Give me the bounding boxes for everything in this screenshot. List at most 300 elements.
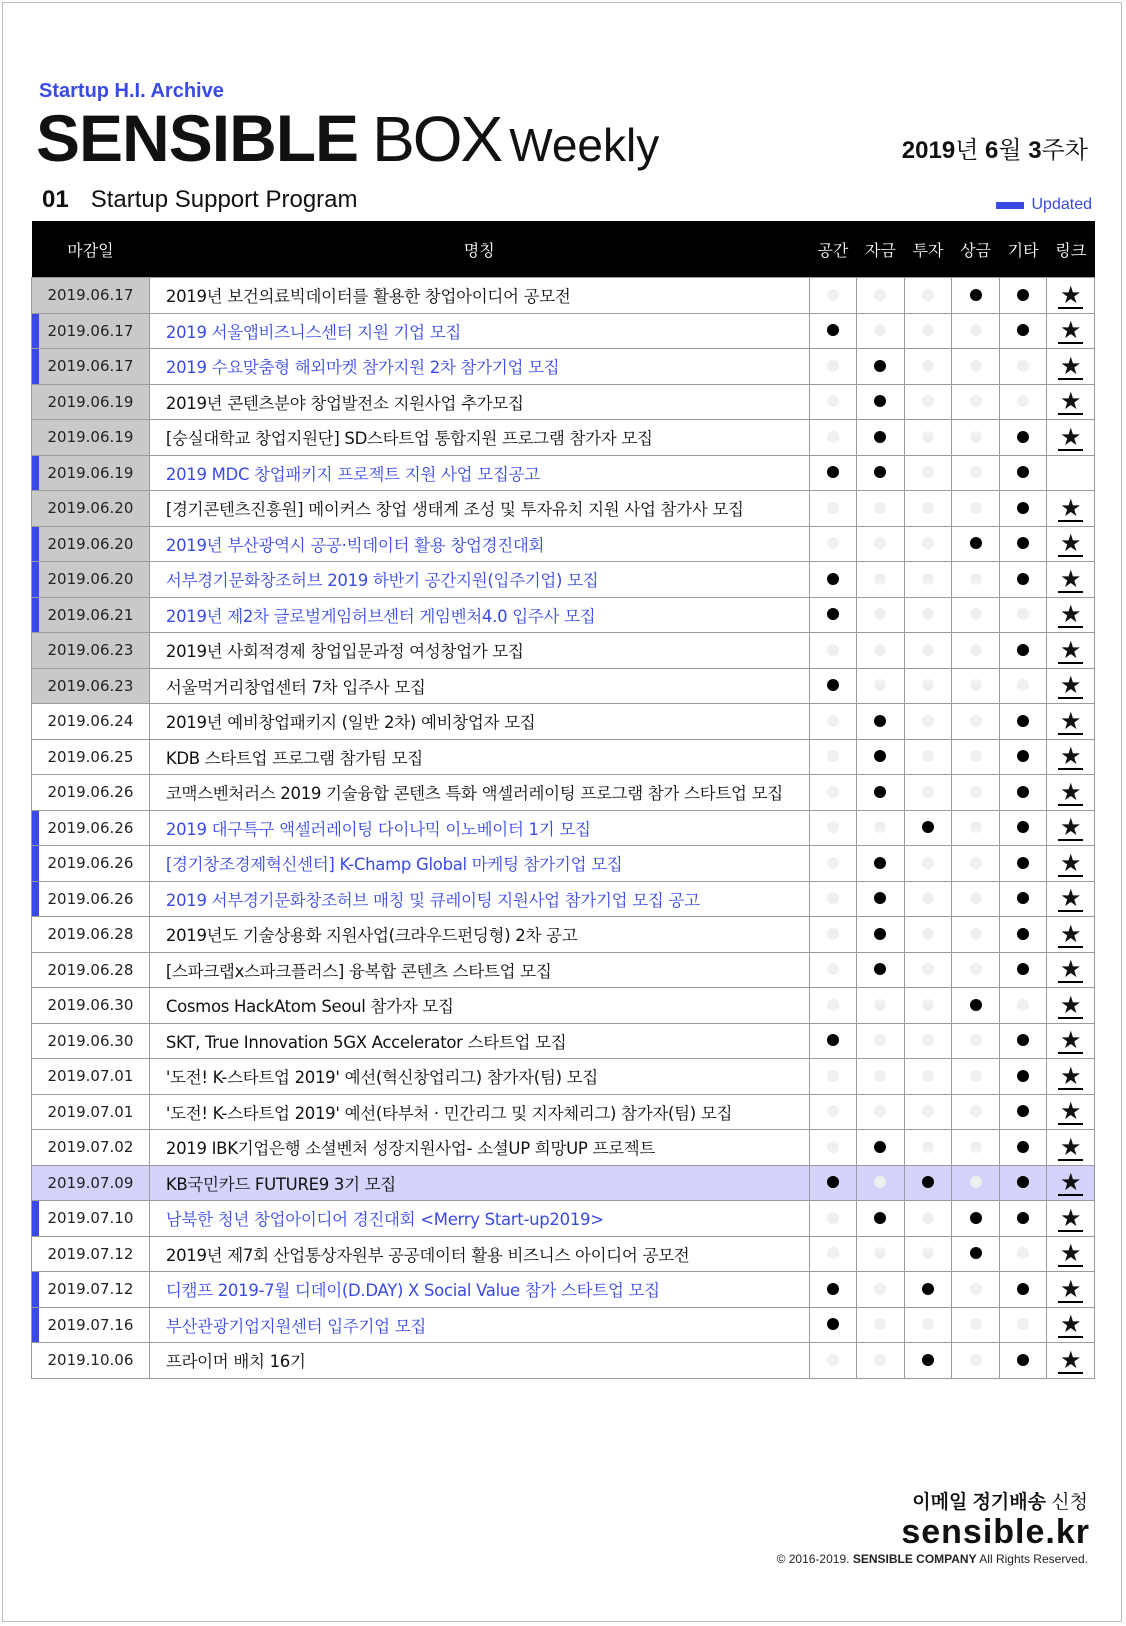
filled-dot-icon: [1017, 857, 1029, 869]
filled-dot-icon: [1017, 431, 1029, 443]
flag-investment-cell: [904, 278, 952, 314]
flag-space-cell: [809, 384, 857, 420]
flag-space-cell: [809, 846, 857, 882]
issue-month-suffix: 월: [998, 137, 1022, 164]
link-cell: [1047, 455, 1095, 491]
empty-dot-icon: [922, 1105, 934, 1117]
flag-space-cell: [809, 668, 857, 704]
flag-funding-cell: [857, 952, 905, 988]
col-funding: 자금: [857, 221, 905, 278]
table-row: [32, 810, 1095, 846]
empty-dot-icon: [1017, 679, 1029, 691]
flag-funding-cell: [857, 1343, 905, 1379]
flag-space-cell: [809, 1130, 857, 1166]
filled-dot-icon: [922, 1283, 934, 1295]
star-link-icon[interactable]: ★: [1059, 493, 1082, 522]
deadline-cell: 2019.07.12: [32, 1236, 150, 1272]
flag-prize-cell: [952, 313, 1000, 349]
program-name-cell: '도전! K-스타트업 2019' 예선(혁신창업리그) 참가자(팀) 모집: [149, 1059, 809, 1095]
flag-etc-cell: [999, 491, 1047, 527]
flag-space-cell: [809, 952, 857, 988]
star-link-icon[interactable]: ★: [1059, 955, 1082, 984]
flag-prize-cell: [952, 633, 1000, 669]
star-link-icon[interactable]: ★: [1059, 742, 1082, 771]
table-row: [32, 384, 1095, 420]
filled-dot-icon: [827, 1034, 839, 1046]
flag-investment-cell: [904, 1272, 952, 1308]
empty-dot-icon: [874, 821, 886, 833]
program-name-cell: 서울먹거리창업센터 7차 입주사 모집: [149, 668, 809, 704]
star-link-icon[interactable]: ★: [1059, 1310, 1082, 1339]
empty-dot-icon: [922, 1247, 934, 1259]
filled-dot-icon: [874, 715, 886, 727]
flag-funding-cell: [857, 810, 905, 846]
empty-dot-icon: [827, 360, 839, 372]
star-link-icon[interactable]: ★: [1059, 529, 1082, 558]
table-row: [32, 1307, 1095, 1343]
table-row: [32, 1130, 1095, 1166]
section-title: [42, 186, 358, 214]
issue-year-suffix: 년: [955, 137, 979, 164]
flag-investment-cell: [904, 739, 952, 775]
empty-dot-icon: [922, 857, 934, 869]
flag-etc-cell: [999, 1130, 1047, 1166]
table-row: [32, 1343, 1095, 1379]
empty-dot-icon: [1017, 395, 1029, 407]
flag-prize-cell: [952, 1201, 1000, 1237]
empty-dot-icon: [970, 644, 982, 656]
flag-etc-cell: [999, 349, 1047, 385]
empty-dot-icon: [922, 502, 934, 514]
flag-prize-cell: [952, 881, 1000, 917]
filled-dot-icon: [970, 1212, 982, 1224]
program-name-cell: 코맥스벤처러스 2019 기술융합 콘텐츠 특화 액셀러레이팅 프로그램 참가 스타트업 모집: [149, 775, 809, 811]
flag-etc-cell: [999, 1023, 1047, 1059]
flag-funding-cell: [857, 420, 905, 456]
empty-dot-icon: [970, 1283, 982, 1295]
deadline-cell: 2019.06.23: [32, 668, 150, 704]
link-cell: [1047, 1059, 1095, 1095]
empty-dot-icon: [827, 786, 839, 798]
empty-dot-icon: [874, 1283, 886, 1295]
deadline-cell: 2019.06.26: [32, 810, 150, 846]
link-cell: [1047, 988, 1095, 1024]
empty-dot-icon: [827, 999, 839, 1011]
empty-dot-icon: [970, 679, 982, 691]
empty-dot-icon: [922, 999, 934, 1011]
link-cell: [1047, 526, 1095, 562]
flag-prize-cell: [952, 739, 1000, 775]
program-name-cell: 남북한 청년 창업아이디어 경진대회 <Merry Start-up2019>: [149, 1201, 809, 1237]
updated-legend-swatch: [996, 202, 1024, 209]
flag-space-cell: [809, 633, 857, 669]
brand-bold-text: SENSIBLE: [36, 101, 359, 175]
filled-dot-icon: [827, 1283, 839, 1295]
program-name-cell: 2019 서울앱비즈니스센터 지원 기업 모집: [149, 313, 809, 349]
filled-dot-icon: [1017, 644, 1029, 656]
empty-dot-icon: [874, 1034, 886, 1046]
deadline-cell: 2019.06.30: [32, 1023, 150, 1059]
flag-prize-cell: [952, 562, 1000, 598]
empty-dot-icon: [827, 1141, 839, 1153]
star-link-icon[interactable]: ★: [1059, 1168, 1082, 1197]
table-row: [32, 1272, 1095, 1308]
filled-dot-icon: [1017, 502, 1029, 514]
link-cell: [1047, 633, 1095, 669]
deadline-cell: 2019.07.01: [32, 1094, 150, 1130]
filled-dot-icon: [874, 431, 886, 443]
empty-dot-icon: [1017, 1318, 1029, 1330]
flag-etc-cell: [999, 526, 1047, 562]
star-link-icon[interactable]: ★: [1059, 1274, 1082, 1303]
empty-dot-icon: [1017, 1247, 1029, 1259]
program-name-cell: 2019년 예비창업패키지 (일반 2차) 예비창업자 모집: [149, 704, 809, 740]
flag-prize-cell: [952, 846, 1000, 882]
table-row: [32, 420, 1095, 456]
program-name-cell: 2019년 제2차 글로벌게임허브센터 게임벤처4.0 입주사 모집: [149, 597, 809, 633]
flag-space-cell: [809, 775, 857, 811]
flag-funding-cell: [857, 1201, 905, 1237]
deadline-cell: 2019.06.30: [32, 988, 150, 1024]
deadline-cell: 2019.06.25: [32, 739, 150, 775]
flag-etc-cell: [999, 1094, 1047, 1130]
empty-dot-icon: [827, 431, 839, 443]
empty-dot-icon: [922, 750, 934, 762]
deadline-cell: 2019.06.19: [32, 384, 150, 420]
issue-year: 2019: [901, 137, 956, 164]
flag-funding-cell: [857, 1165, 905, 1201]
filled-dot-icon: [827, 324, 839, 336]
empty-dot-icon: [874, 1247, 886, 1259]
link-cell: [1047, 1272, 1095, 1308]
star-link-icon[interactable]: ★: [1059, 919, 1082, 948]
empty-dot-icon: [970, 1034, 982, 1046]
star-link-icon[interactable]: ★: [1059, 351, 1082, 380]
star-link-icon[interactable]: ★: [1059, 387, 1082, 416]
deadline-cell: 2019.07.02: [32, 1130, 150, 1166]
filled-dot-icon: [874, 360, 886, 372]
table-row: [32, 1094, 1095, 1130]
flag-space-cell: [809, 704, 857, 740]
deadline-cell: 2019.06.26: [32, 881, 150, 917]
empty-dot-icon: [922, 395, 934, 407]
flag-etc-cell: [999, 988, 1047, 1024]
deadline-cell: 2019.06.26: [32, 775, 150, 811]
star-link-icon[interactable]: ★: [1059, 1026, 1082, 1055]
issue-date: [902, 130, 1088, 165]
empty-dot-icon: [922, 715, 934, 727]
flag-investment-cell: [904, 1343, 952, 1379]
table-row: [32, 917, 1095, 953]
empty-dot-icon: [827, 1070, 839, 1082]
star-link-icon[interactable]: ★: [1059, 1203, 1082, 1232]
flag-prize-cell: [952, 420, 1000, 456]
flag-prize-cell: [952, 1023, 1000, 1059]
empty-dot-icon: [970, 395, 982, 407]
deadline-cell: 2019.06.24: [32, 704, 150, 740]
flag-funding-cell: [857, 1272, 905, 1308]
flag-space-cell: [809, 1236, 857, 1272]
flag-investment-cell: [904, 1094, 952, 1130]
program-name-cell: KB국민카드 FUTURE9 3기 모집: [149, 1165, 809, 1201]
table-row: [32, 1165, 1095, 1201]
empty-dot-icon: [970, 431, 982, 443]
flag-etc-cell: [999, 846, 1047, 882]
flag-etc-cell: [999, 278, 1047, 314]
flag-space-cell: [809, 881, 857, 917]
link-cell: [1047, 1201, 1095, 1237]
footer-subscribe: [912, 1487, 1088, 1514]
table-row: [32, 597, 1095, 633]
flag-space-cell: [809, 1165, 857, 1201]
flag-funding-cell: [857, 1059, 905, 1095]
filled-dot-icon: [827, 573, 839, 585]
link-cell: [1047, 278, 1095, 314]
empty-dot-icon: [970, 360, 982, 372]
brand-logo: [36, 100, 660, 175]
empty-dot-icon: [874, 289, 886, 301]
empty-dot-icon: [970, 786, 982, 798]
footer-site-link[interactable]: sensible.kr: [901, 1513, 1090, 1551]
deadline-cell: 2019.10.06: [32, 1343, 150, 1379]
star-link-icon[interactable]: ★: [1059, 706, 1082, 735]
flag-investment-cell: [904, 1130, 952, 1166]
empty-dot-icon: [970, 466, 982, 478]
flag-investment-cell: [904, 1059, 952, 1095]
empty-dot-icon: [874, 1070, 886, 1082]
star-link-icon[interactable]: ★: [1059, 990, 1082, 1019]
table-row: [32, 952, 1095, 988]
empty-dot-icon: [1017, 360, 1029, 372]
deadline-cell: 2019.07.01: [32, 1059, 150, 1095]
star-link-icon[interactable]: ★: [1059, 777, 1082, 806]
flag-funding-cell: [857, 1307, 905, 1343]
flag-investment-cell: [904, 1236, 952, 1272]
star-link-icon[interactable]: ★: [1059, 1097, 1082, 1126]
flag-investment-cell: [904, 810, 952, 846]
flag-funding-cell: [857, 1130, 905, 1166]
empty-dot-icon: [922, 608, 934, 620]
filled-dot-icon: [1017, 750, 1029, 762]
flag-etc-cell: [999, 917, 1047, 953]
flag-funding-cell: [857, 917, 905, 953]
flag-prize-cell: [952, 1130, 1000, 1166]
flag-etc-cell: [999, 313, 1047, 349]
filled-dot-icon: [1017, 1070, 1029, 1082]
table-row: [32, 739, 1095, 775]
program-name-cell: [스파크랩x스파크플러스] 융복합 콘텐츠 스타트업 모집: [149, 952, 809, 988]
program-name-cell: 디캠프 2019-7월 디데이(D.DAY) X Social Value 참가 스타트업 모집: [149, 1272, 809, 1308]
program-name-cell: 2019년 보건의료빅데이터를 활용한 창업아이디어 공모전: [149, 278, 809, 314]
empty-dot-icon: [970, 1318, 982, 1330]
flag-etc-cell: [999, 1236, 1047, 1272]
star-link-icon[interactable]: ★: [1059, 884, 1082, 913]
link-cell: [1047, 1094, 1095, 1130]
empty-dot-icon: [970, 1105, 982, 1117]
link-cell: [1047, 313, 1095, 349]
filled-dot-icon: [1017, 324, 1029, 336]
flag-funding-cell: [857, 349, 905, 385]
filled-dot-icon: [827, 466, 839, 478]
flag-etc-cell: [999, 881, 1047, 917]
star-link-icon[interactable]: ★: [1059, 1345, 1082, 1374]
flag-investment-cell: [904, 1023, 952, 1059]
star-link-icon[interactable]: ★: [1059, 671, 1082, 700]
empty-dot-icon: [874, 1354, 886, 1366]
empty-dot-icon: [970, 573, 982, 585]
empty-dot-icon: [874, 608, 886, 620]
link-cell: [1047, 846, 1095, 882]
flag-prize-cell: [952, 952, 1000, 988]
star-link-icon[interactable]: ★: [1059, 422, 1082, 451]
brand-weekly-text: Weekly: [509, 119, 660, 171]
filled-dot-icon: [1017, 1176, 1029, 1188]
empty-dot-icon: [922, 324, 934, 336]
flag-investment-cell: [904, 349, 952, 385]
flag-funding-cell: [857, 313, 905, 349]
star-link-icon[interactable]: ★: [1059, 1239, 1082, 1268]
deadline-cell: 2019.06.17: [32, 278, 150, 314]
flag-space-cell: [809, 526, 857, 562]
flag-investment-cell: [904, 420, 952, 456]
flag-space-cell: [809, 988, 857, 1024]
empty-dot-icon: [874, 573, 886, 585]
link-cell: [1047, 775, 1095, 811]
deadline-cell: 2019.06.28: [32, 917, 150, 953]
flag-space-cell: [809, 1023, 857, 1059]
empty-dot-icon: [827, 1354, 839, 1366]
empty-dot-icon: [827, 750, 839, 762]
deadline-cell: 2019.07.16: [32, 1307, 150, 1343]
empty-dot-icon: [970, 1176, 982, 1188]
footer-copyright: [777, 1552, 1088, 1566]
deadline-cell: 2019.07.12: [32, 1272, 150, 1308]
flag-funding-cell: [857, 881, 905, 917]
flag-prize-cell: [952, 988, 1000, 1024]
flag-funding-cell: [857, 704, 905, 740]
flag-etc-cell: [999, 420, 1047, 456]
flag-space-cell: [809, 491, 857, 527]
flag-funding-cell: [857, 739, 905, 775]
issue-week: 3: [1028, 137, 1042, 164]
link-cell: [1047, 1343, 1095, 1379]
link-cell: [1047, 1307, 1095, 1343]
link-cell: [1047, 384, 1095, 420]
col-deadline: 마감일: [32, 221, 150, 278]
table-row: [32, 349, 1095, 385]
link-cell: [1047, 1165, 1095, 1201]
filled-dot-icon: [874, 750, 886, 762]
table-row: [32, 704, 1095, 740]
star-link-icon[interactable]: ★: [1059, 1061, 1082, 1090]
flag-funding-cell: [857, 384, 905, 420]
flag-funding-cell: [857, 562, 905, 598]
table-row: [32, 491, 1095, 527]
empty-dot-icon: [827, 502, 839, 514]
program-name-cell: 2019년 사회적경제 창업입문과정 여성창업가 모집: [149, 633, 809, 669]
empty-dot-icon: [970, 750, 982, 762]
filled-dot-icon: [922, 821, 934, 833]
flag-investment-cell: [904, 455, 952, 491]
star-link-icon[interactable]: ★: [1059, 280, 1082, 309]
flag-investment-cell: [904, 775, 952, 811]
star-link-icon[interactable]: ★: [1059, 635, 1082, 664]
table-row: [32, 313, 1095, 349]
deadline-cell: 2019.06.17: [32, 349, 150, 385]
flag-prize-cell: [952, 1307, 1000, 1343]
table-row: [32, 1236, 1095, 1272]
empty-dot-icon: [970, 892, 982, 904]
filled-dot-icon: [874, 928, 886, 940]
star-link-icon[interactable]: ★: [1059, 316, 1082, 345]
link-cell: [1047, 1236, 1095, 1272]
star-link-icon[interactable]: ★: [1059, 848, 1082, 877]
star-link-icon[interactable]: ★: [1059, 564, 1082, 593]
deadline-cell: 2019.06.26: [32, 846, 150, 882]
filled-dot-icon: [1017, 786, 1029, 798]
empty-dot-icon: [827, 644, 839, 656]
filled-dot-icon: [874, 1141, 886, 1153]
program-name-cell: 2019 대구특구 액셀러레이팅 다이나믹 이노베이터 1기 모집: [149, 810, 809, 846]
filled-dot-icon: [1017, 1354, 1029, 1366]
flag-funding-cell: [857, 1094, 905, 1130]
table-row: [32, 526, 1095, 562]
empty-dot-icon: [1017, 999, 1029, 1011]
star-link-icon[interactable]: ★: [1059, 1132, 1082, 1161]
deadline-cell: 2019.06.19: [32, 420, 150, 456]
link-cell: [1047, 349, 1095, 385]
empty-dot-icon: [827, 892, 839, 904]
filled-dot-icon: [970, 289, 982, 301]
empty-dot-icon: [827, 537, 839, 549]
filled-dot-icon: [1017, 821, 1029, 833]
deadline-cell: 2019.06.23: [32, 633, 150, 669]
program-name-cell: Cosmos HackAtom Seoul 참가자 모집: [149, 988, 809, 1024]
empty-dot-icon: [922, 892, 934, 904]
flag-etc-cell: [999, 739, 1047, 775]
flag-space-cell: [809, 1201, 857, 1237]
star-link-icon[interactable]: ★: [1059, 600, 1082, 629]
table-row: [32, 881, 1095, 917]
flag-space-cell: [809, 739, 857, 775]
filled-dot-icon: [1017, 466, 1029, 478]
filled-dot-icon: [1017, 537, 1029, 549]
empty-dot-icon: [922, 431, 934, 443]
filled-dot-icon: [1017, 289, 1029, 301]
empty-dot-icon: [874, 1105, 886, 1117]
filled-dot-icon: [1017, 1283, 1029, 1295]
flag-space-cell: [809, 1094, 857, 1130]
empty-dot-icon: [922, 466, 934, 478]
program-name-cell: SKT, True Innovation 5GX Accelerator 스타트업 모집: [149, 1023, 809, 1059]
flag-etc-cell: [999, 775, 1047, 811]
flag-space-cell: [809, 1272, 857, 1308]
empty-dot-icon: [922, 1034, 934, 1046]
flag-funding-cell: [857, 668, 905, 704]
flag-space-cell: [809, 455, 857, 491]
updated-legend-label: Updated: [1031, 196, 1092, 213]
star-link-icon[interactable]: ★: [1059, 813, 1082, 842]
empty-dot-icon: [922, 928, 934, 940]
col-etc: 기타: [999, 221, 1047, 278]
empty-dot-icon: [970, 857, 982, 869]
empty-dot-icon: [874, 644, 886, 656]
empty-dot-icon: [922, 360, 934, 372]
flag-investment-cell: [904, 1307, 952, 1343]
program-name-cell: KDB 스타트업 프로그램 참가팀 모집: [149, 739, 809, 775]
filled-dot-icon: [874, 1212, 886, 1224]
flag-investment-cell: [904, 704, 952, 740]
